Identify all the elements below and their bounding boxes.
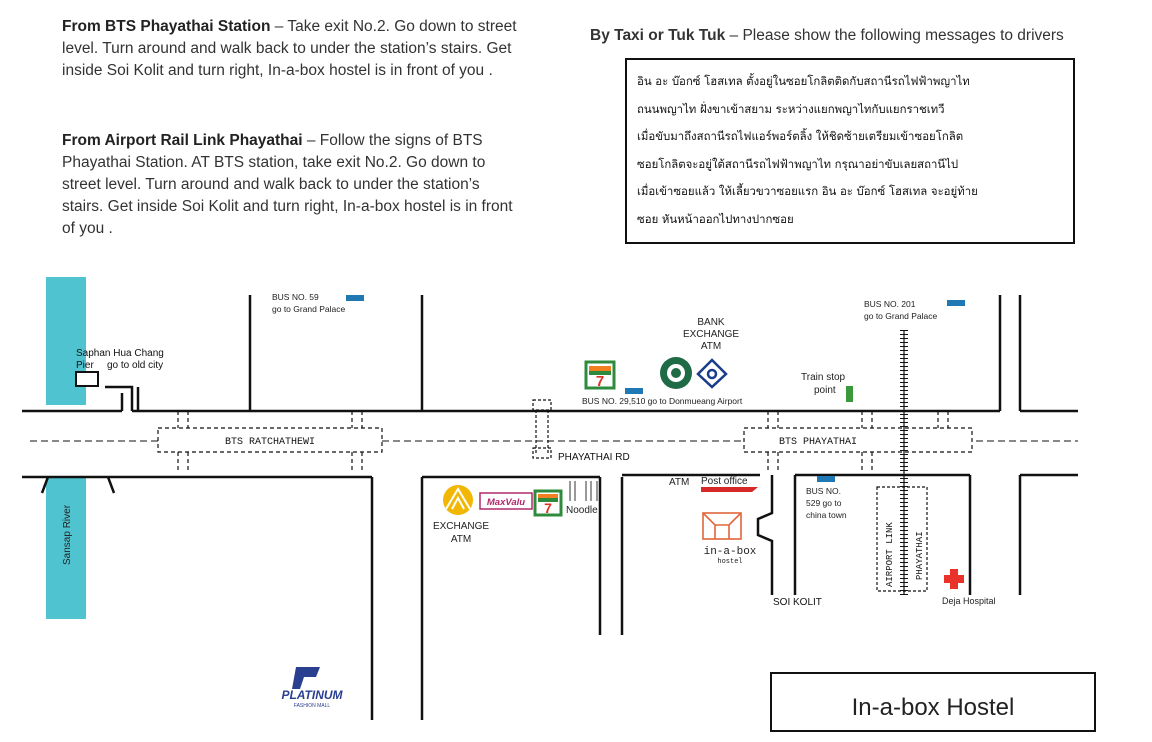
road-name: PHAYATHAI RD [558, 452, 630, 463]
seven-eleven-text: 7 [544, 500, 552, 516]
hostel-title-box [770, 672, 1096, 732]
platinum-label: PLATINUM [281, 688, 343, 702]
bts-phayathai-label: BTS PHAYATHAI [778, 437, 858, 448]
seven-eleven-icon [586, 362, 614, 390]
hostel-logo-sub: hostel [717, 558, 743, 566]
bus-stop-icon [625, 388, 643, 394]
soi-kolit-label: SOI KOLIT [773, 597, 822, 608]
bus59-label: BUS NO. 59 [272, 292, 319, 302]
bus529-label-2: 529 go to [806, 498, 842, 508]
maxvalu-label: MaxValu [486, 497, 526, 508]
exchange-label-2: ATM [450, 534, 472, 545]
thai-message-box [625, 58, 1075, 244]
krungsri-icon [443, 485, 473, 515]
pier-label-2: Pier [76, 360, 94, 371]
bus201-label: BUS NO. 201 [864, 299, 916, 309]
bank-label-3: ATM [700, 341, 722, 352]
bus-stop-icon [346, 295, 364, 301]
bus59-label-2: go to Grand Palace [272, 304, 346, 314]
pier-label: Saphan Hua Chang [76, 348, 164, 359]
airport-directions [62, 130, 522, 240]
hostel-logo-name: in-a-box [703, 546, 757, 558]
old-city-label: go to old city [107, 360, 164, 371]
bts-ratchathewi-label: BTS RATCHATHEWI [224, 437, 316, 448]
bus529-label: BUS NO. [806, 486, 841, 496]
noodle-icon [570, 481, 597, 501]
taxi-directions-heading: By Taxi or Tuk Tuk [590, 27, 726, 44]
atm-label: ATM [669, 477, 690, 488]
taxi-directions [590, 27, 1064, 45]
bus529-label-3: china town [806, 510, 847, 520]
airport-directions-text: – Follow the signs of BTS Phayathai Station. AT BTS station, take exit No.2. Go down to street level. Turn around and walk back to under the station’s stairs. Get inside Soi Kolit and turn right, In-a-box hostel is in front of you . [62, 132, 513, 237]
phayathai-vertical-label: PHAYATHAI [915, 531, 925, 580]
thai-message-line: ถนนพญาไท ฝั่งขาเข้าสยาม ระหว่างแยกพญาไทกับแยกราชเทวี [637, 101, 945, 116]
bangkok-bank-icon [698, 360, 726, 387]
post-office-label: Post office [701, 476, 748, 487]
thai-message-line: ซอย หันหน้าออกไปทางปากซอย [637, 211, 794, 226]
seven-eleven-icon [535, 491, 561, 516]
starbucks-icon [660, 357, 692, 389]
hostel-title: In-a-box Hostel [851, 694, 1015, 721]
bank-label-2: EXCHANGE [682, 329, 740, 340]
area-map [0, 265, 1152, 720]
exchange-label: EXCHANGE [432, 521, 490, 532]
noodle-label: Noodle [566, 505, 598, 516]
thai-message-line: อิน อะ บ๊อกซ์ โฮสเทล ตั้งอยู่ในซอยโกลิตติดกับสถานีรถไฟฟ้าพญาไท [637, 74, 970, 88]
thai-message-line: ซอยโกลิตจะอยู่ใต้สถานีรถไฟฟ้าพญาไท กรุณาอย่าขับเลยสถานีไป [637, 156, 959, 171]
seven-eleven-text: 7 [595, 373, 605, 390]
train-stop-label: Train stop [801, 372, 846, 383]
bus29-label: BUS NO. 29,510 go to Donmueang Airport [582, 396, 743, 406]
hospital-icon [944, 569, 964, 589]
train-stop-icon [846, 386, 853, 402]
pier-icon [76, 372, 98, 386]
overpass [533, 400, 551, 458]
airport-directions-heading: From Airport Rail Link Phayathai [62, 132, 303, 149]
post-office-icon [701, 487, 758, 492]
bts-directions-heading: From BTS Phayathai Station [62, 18, 271, 35]
bus-stop-icon [817, 476, 835, 482]
hostel-logo-icon [703, 513, 741, 539]
bus-stop-icon [947, 300, 965, 306]
taxi-directions-text: – Please show the following messages to drivers [725, 27, 1064, 44]
bts-directions [62, 16, 522, 82]
bts-directions-text: – Take exit No.2. Go down to street level. Turn around and walk back to under the station’s stairs. Get inside Soi Kolit and turn right, In-a-box hostel is in front of you . [62, 18, 517, 79]
airport-link-label: AIRPORT LINK [885, 522, 895, 587]
bus201-label-2: go to Grand Palace [864, 311, 938, 321]
platinum-sub: FASHION MALL [293, 703, 331, 709]
platinum-logo-icon [292, 667, 320, 689]
river-label: Sansap River [62, 504, 73, 565]
bank-label: BANK [697, 317, 725, 328]
train-stop-label-2: point [814, 385, 836, 396]
thai-message-line: เมื่อขับมาถึงสถานีรถไฟแอร์พอร์ตลิ้ง ให้ชิดซ้ายเตรียมเข้าซอยโกลิต [637, 129, 964, 143]
hospital-label: Deja Hospital [942, 596, 996, 606]
thai-message-line: เมื่อเข้าซอยแล้ว ให้เลี้ยวขวาซอยแรก อิน อะ บ๊อกซ์ โฮสเทล จะอยู่ท้าย [637, 184, 978, 198]
